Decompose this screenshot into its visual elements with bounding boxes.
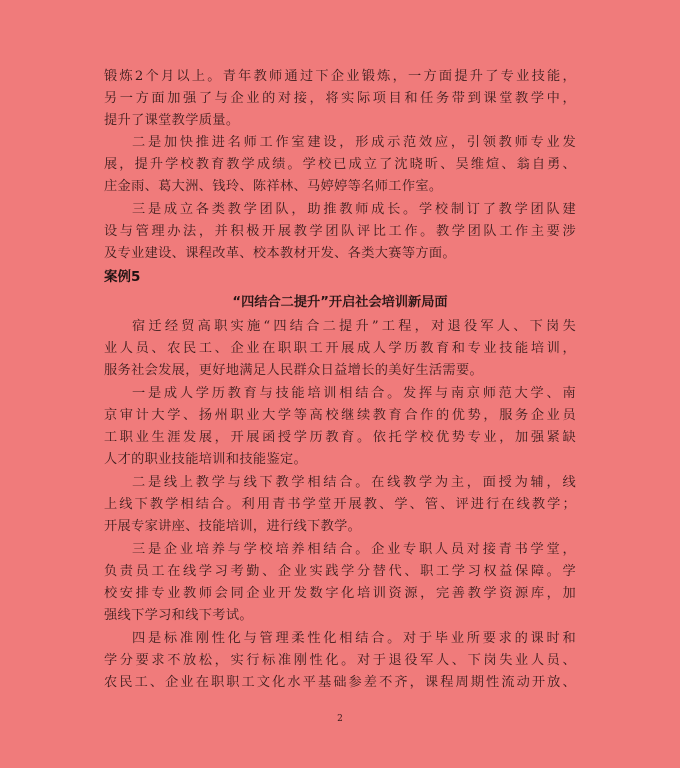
case-label: 案例5 <box>104 269 141 285</box>
paragraph-7-line-2: 负责员工在线学习考勤、企业实践学分替代、职工学习权益保障。学 <box>104 564 576 579</box>
paragraph-1-line-3: 提升了课堂教学质量。 <box>104 113 240 128</box>
paragraph-7-line-4: 强线下学习和线下考试。 <box>104 608 253 623</box>
paragraph-6-line-2: 上线下教学相结合。利用青书学堂开展教、学、管、评进行在线教学； <box>104 497 576 512</box>
paragraph-4-line-2: 业人员、农民工、企业在职职工开展成人学历教育和专业技能培训， <box>104 341 576 356</box>
paragraph-2-line-3: 庄金雨、葛大洲、钱玲、陈祥林、马婷婷等名师工作室。 <box>104 179 443 194</box>
paragraph-2-line-2: 展，提升学校教育教学成绩。学校已成立了沈晓昕、吴维煊、翁自勇、 <box>104 157 576 172</box>
paragraph-4-line-3: 服务社会发展，更好地满足人民群众日益增长的美好生活需要。 <box>104 363 484 378</box>
paragraph-7-line-1: 三是企业培养与学校培养相结合。企业专职人员对接青书学堂， <box>132 542 576 557</box>
paragraph-8-line-2: 学分要求不放松，实行标准刚性化。对于退役军人、下岗失业人员、 <box>104 653 576 668</box>
paragraph-1-line-2: 另一方面加强了与企业的对接，将实际项目和任务带到课堂教学中， <box>104 91 576 106</box>
paragraph-2-line-1: 二是加快推进名师工作室建设，形成示范效应，引领教师专业发 <box>132 135 576 150</box>
paragraph-6-line-3: 开展专家讲座、技能培训，进行线下教学。 <box>104 519 362 534</box>
paragraph-3-line-2: 设与管理办法，并积极开展教学团队评比工作。教学团队工作主要涉 <box>104 224 576 239</box>
case-title: “四结合二提升”开启社会培训新局面 <box>232 295 448 310</box>
paragraph-5-line-2: 京审计大学、扬州职业大学等高校继续教育合作的优势，服务企业员 <box>104 408 576 423</box>
paragraph-1-line-1: 锻炼2个月以上。青年教师通过下企业锻炼，一方面提升了专业技能， <box>104 69 576 84</box>
paragraph-5-line-3: 工职业生涯发展，开展函授学历教育。依托学校优势专业，加强紧缺 <box>104 430 576 445</box>
paragraph-4-line-1: 宿迁经贸高职实施“四结合二提升”工程，对退役军人、下岗失 <box>132 319 576 334</box>
paragraph-8-line-1: 四是标准刚性化与管理柔性化相结合。对于毕业所要求的课时和 <box>132 631 576 646</box>
paragraph-3-line-1: 三是成立各类教学团队，助推教师成长。学校制订了教学团队建 <box>132 202 576 217</box>
paragraph-5-line-1: 一是成人学历教育与技能培训相结合。发挥与南京师范大学、南 <box>132 386 576 401</box>
paragraph-7-line-3: 校安排专业教师会同企业开发数字化培训资源，完善教学资源库，加 <box>104 586 576 601</box>
paragraph-3-line-3: 及专业建设、课程改革、校本教材开发、各类大赛等方面。 <box>104 246 456 261</box>
paragraph-6-line-1: 二是线上教学与线下教学相结合。在线教学为主，面授为辅，线 <box>132 475 576 490</box>
paragraph-8-line-3: 农民工、企业在职职工文化水平基础参差不齐，课程周期性流动开放、 <box>104 675 576 690</box>
paragraph-5-line-4: 人才的职业技能培训和技能鉴定。 <box>104 452 308 467</box>
page-number: 2 <box>337 714 343 724</box>
